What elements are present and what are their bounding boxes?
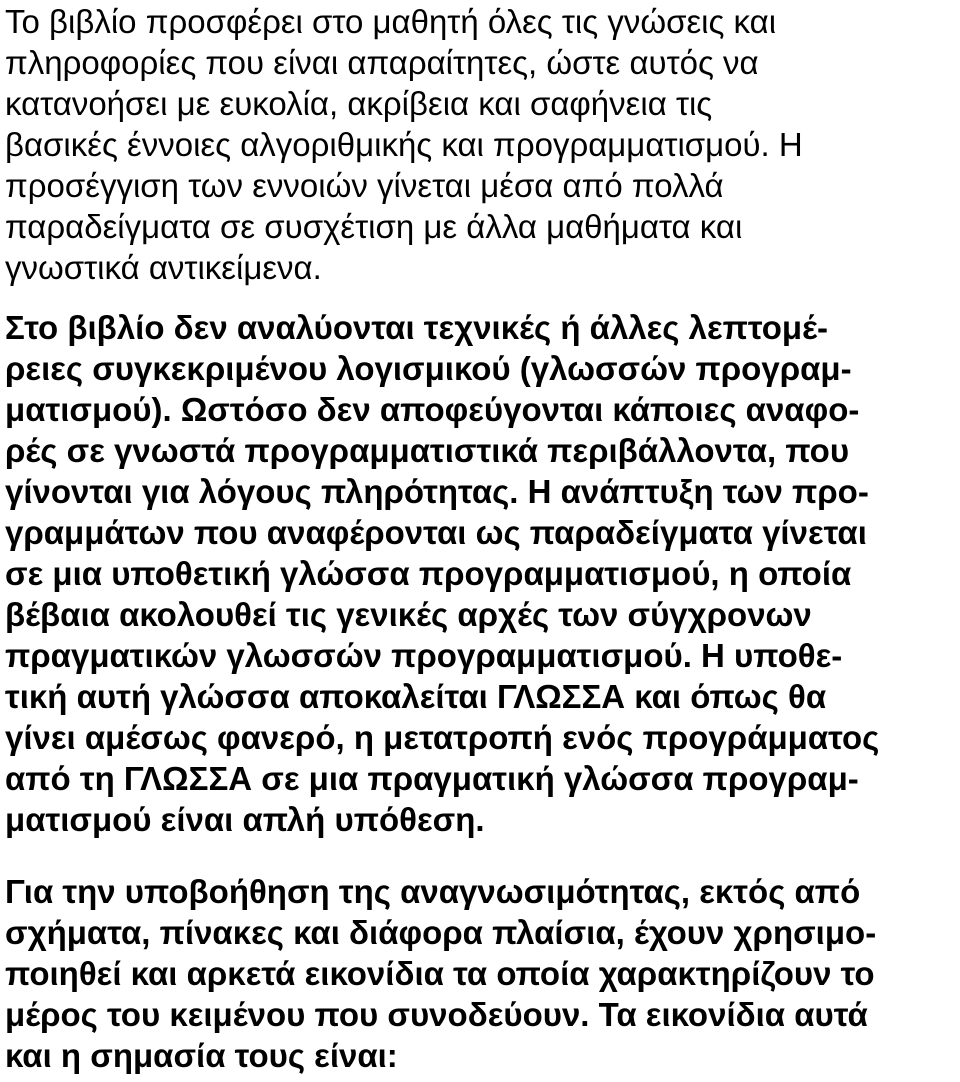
paragraph-1-line-6: παραδείγματα σε συσχέτιση με άλλα μαθήματα και (5, 208, 743, 245)
paragraph-2-line-6: γραμμάτων που αναφέρονται ως παραδείγματα γίνεται (5, 514, 867, 551)
paragraph-2-line-10: τική αυτή γλώσσα αποκαλείται ΓΛΩΣΣΑ και όπως θα (5, 678, 827, 715)
paragraph-1-line-1: Το βιβλίο προσφέρει στο μαθητή όλες τις γνώσεις και (5, 3, 777, 40)
paragraph-2-line-7: σε μια υποθετική γλώσσα προγραμματισμού, η οποία (5, 555, 852, 592)
paragraph-2-line-1: Στο βιβλίο δεν αναλύονται τεχνικές ή άλλες λεπτομέ- (5, 309, 828, 346)
paragraph-1-line-2: πληροφορίες που είναι απαραίτητες, ώστε αυτός να (5, 44, 759, 81)
paragraph-2-line-11: γίνει αμέσως φανερό, η μετατροπή ενός προγράμματος (5, 719, 880, 756)
paragraph-3-line-5: και η σημασία τους είναι: (5, 1037, 398, 1074)
paragraph-2-line-3: ματισμού). Ωστόσο δεν αποφεύγονται κάποιες αναφο- (5, 391, 860, 428)
paragraph-1-line-4: βασικές έννοιες αλγοριθμικής και προγραμματισμού. Η (5, 126, 803, 163)
paragraph-2-line-4: ρές σε γνωστά προγραμματιστικά περιβάλλοντα, που (5, 432, 850, 469)
paragraph-1-line-7: γνωστικά αντικείμενα. (5, 249, 322, 286)
paragraph-3-line-3: ποιηθεί και αρκετά εικονίδια τα οποία χαρακτηρίζουν το (5, 955, 875, 992)
paragraph-3-line-4: μέρος του κειμένου που συνοδεύουν. Τα εικονίδια αυτά (5, 996, 868, 1033)
paragraph-2-line-8: βέβαια ακολουθεί τις γενικές αρχές των σύγχρονων (5, 596, 812, 633)
paragraph-2-line-5: γίνονται για λόγους πληρότητας. Η ανάπτυξη των προ- (5, 473, 869, 510)
paragraph-2-line-9: πραγματικών γλωσσών προγραμματισμού. Η υποθε- (5, 637, 843, 674)
paragraph-2-line-2: ρειες συγκεκριμένου λογισμικού (γλωσσών προγραμ- (5, 350, 852, 387)
paragraph-3-line-1: Για την υποβοήθηση της αναγνωσιμότητας, εκτός από (5, 873, 861, 910)
paragraph-3-line-2: σχήματα, πίνακες και διάφορα πλαίσια, έχουν χρησιμο- (5, 914, 877, 951)
paragraph-2-line-13: ματισμού είναι απλή υπόθεση. (5, 801, 485, 838)
paragraph-2-line-12: από τη ΓΛΩΣΣΑ σε μια πραγματική γλώσσα προγραμ- (5, 760, 859, 797)
paragraph-1-line-5: προσέγγιση των εννοιών γίνεται μέσα από πολλά (5, 167, 724, 204)
paragraph-1-line-3: κατανοήσει με ευκολία, ακρίβεια και σαφήνεια τις (5, 85, 713, 122)
